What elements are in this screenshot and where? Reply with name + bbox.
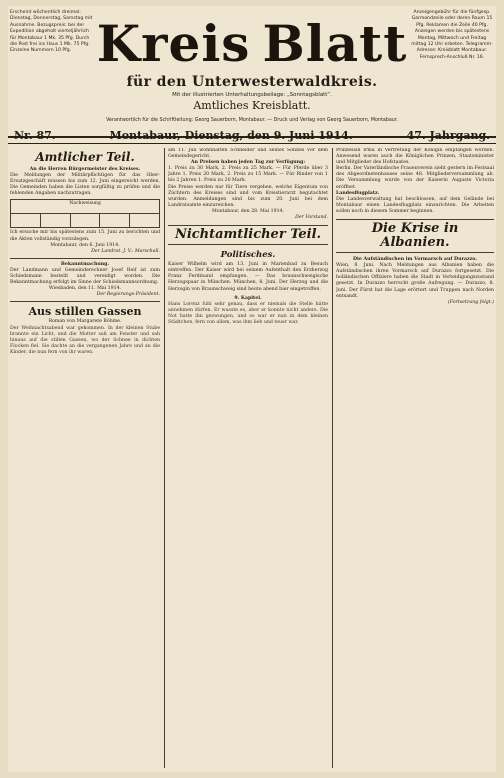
- paragraph: Die Preise werden nur für Tiere vergeben, welche Eigentum von Züchtern des Kreises sind und vom Kreistierarzt begutachtet wurden. Anmeldungen sind bis zum 20. Juni bei dem Landratsamte einzureichen.: [168, 184, 328, 208]
- paragraph: Kaiser Wilhelm wird am 13. Juni in Marienbad zu Besuch eintreffen. Der Kaiser wird bei seinem Aufenthalt den Erzherzog Franz Ferdinand empfangen. — Das braunschweigische Herzogspaar in München. München, 8. Juni. Der Herzog und die Herzogin von Braunschweig sind heute abend hier eingetroffen.: [168, 262, 328, 292]
- editor-line: Verantwortlich für die Schriftleitung: Georg Sauerborn, Montabaur. — Druck und Verlag von Georg Sauerborn, Montabaur.: [106, 118, 398, 123]
- airfield-heading: Landesflugplatz.: [336, 190, 380, 196]
- signature: Der Regierungs-Präsident.: [96, 292, 160, 298]
- supplement-line: Mit der illustrierten Unterhaltungsbeilage: „Sonntagsblatt“.: [172, 92, 332, 98]
- signature: Der Vorstand.: [295, 215, 328, 221]
- official-label: Amtliches Kreisblatt.: [193, 99, 311, 112]
- paragraph: Prinzessin Irma in Vertretung der Königin empfangen worden. Anwesend waren auch die Königlichen Prinzen, Staatsminister und Mitglieder des Hofstaates.: [336, 148, 494, 166]
- dateline: [8, 128, 496, 144]
- title-left: Kreis: [96, 13, 251, 73]
- date-line: Montabaur, den 28. Mai 1914.: [211, 208, 285, 214]
- serial-story-byline: Roman von Margarete Böhme.: [48, 319, 122, 325]
- form-table: [10, 199, 160, 228]
- paragraph: Hans Lorenz fuhl sehr genau, dass er niemals die Stelle hätte annehmen dürfen. Er wusste es, aber er konnte nicht anders. Die Not hatte ihn gezwungen, und so war er nun in dem kleinen Städtchen, fern von allem, was ihm lieb und teuer war.: [168, 301, 328, 325]
- table-cell: [70, 214, 100, 228]
- column-divider: [332, 148, 333, 768]
- paragraph: Berlin. Der Vaterländische Frauenverein sieht gestern im Festsaal des Abgeordnetenhauses seine 48. Mitgliederversammlung ab. Die Versammlung wurde von der Kaiserin Auguste Victoria eröffnet.: [336, 166, 494, 190]
- column-3: [336, 148, 494, 768]
- paragraph: am 11. Juli wohnhaften Schneider und seines Sohnes vor dem Gemeindegericht.: [168, 148, 328, 160]
- table-cell: [100, 214, 130, 228]
- date-line: Wiesbaden, den 11. Mai 1914.: [48, 286, 122, 292]
- right-ear-info: Anzeigengebühr für die fünfgesp. Garmondzeile oder deren Raum 15 Pfg. Reklamen die Zeile 40 Pfg. Anzeigen werden bis spätestens Montag, Mittwoch und Freitag mittag 12 Uhr erbeten. Telegramm-Adresse: Kreisblatt Montabaur. Fernsprech-Anschluß Nr. 16.: [411, 10, 493, 60]
- paragraph: Die Meldungen der Militärpflichtigen für das Ober-Ersatzgeschäft müssen bis zum 12. Juni eingereicht werden. Die Gemeinden haben die Listen sorgfältig zu prüfen und die fehlenden Angaben nachzutragen.: [10, 173, 160, 197]
- serial-story-heading: Aus stillen Gassen: [28, 305, 142, 319]
- paragraph: Ich ersuche mir bis spätestens zum 15. Juni zu berichten und die Akten vollständig vorzulegen.: [10, 230, 160, 242]
- table-cell: [11, 214, 41, 228]
- volume-year: 47. Jahrgang.: [406, 129, 490, 142]
- nonofficial-section-heading: Nichtamtlicher Teil.: [168, 225, 328, 245]
- prize-heading: An Preisen haben jeden Tag zur Verfügung:: [190, 160, 306, 166]
- issue-number: Nr. 87.: [14, 129, 56, 142]
- politics-heading: Politisches.: [220, 250, 276, 261]
- newspaper-page: [8, 6, 496, 772]
- masthead: [8, 6, 496, 138]
- table-cell: [40, 214, 70, 228]
- left-ear-info: Erscheint wöchentlich dreimal: Dienstag, Donnerstag, Samstag mit Ausnahme. Bezugspreis: bei der Expedition abgeholt vierteljährlich für Montabaur 1 Mk. 35 Pfg. Durch die Post frei ins Haus 1 Mk. 75 Pfg. Einzelne Nummern 10 Pfg.: [10, 10, 93, 54]
- albania-subheading: Die Aufständischen im Vormarsch auf Durazzo.: [352, 257, 477, 263]
- paragraph: Wien, 8. Juni. Nach Meldungen aus Albanien haben die Aufständischen ihren Vormarsch auf Durazzo fortgesetzt. Die holländischen Offiziere haben die Stadt in Verteidigungszustand gesetzt. In Durazzo herrscht große Aufregung. — Durazzo, 8. Juni. Der Fürst hat die Lage erörtert und Truppen nach Norden entsandt.: [336, 263, 494, 299]
- official-section-heading: Amtlicher Teil.: [35, 150, 135, 164]
- divider: [10, 258, 160, 259]
- notice-heading: Bekanntmachung.: [60, 261, 110, 267]
- place-date: Montabaur, Dienstag, den 9. Juni 1914.: [109, 129, 353, 142]
- paragraph: 1. Preis zu 30 Mark, 2. Preis zu 25 Mark. — Für Pferde über 3 Jahre 1. Preis 20 Mark, 2. Preis zu 15 Mark. — Für Rinder von 1 bis 2 Jahren 1. Preis zu 20 Mark.: [168, 166, 328, 184]
- paragraph: Die Landesverwaltung hat beschlossen, auf dem Gelände bei Montabaur einen Landesflugplatz einzurichten. Die Arbeiten sollen noch in diesem Sommer beginnen.: [336, 196, 494, 214]
- newspaper-title: [96, 13, 408, 73]
- table-caption: Nachweisung: [11, 200, 160, 214]
- column-2: [168, 148, 328, 768]
- date-line: Montabaur, den 6. Juni 1914.: [50, 242, 120, 248]
- column-divider: [164, 148, 165, 768]
- table-cell: [130, 214, 160, 228]
- column-1: [10, 148, 160, 768]
- signature: Der Landrat. J. V.: Marschall.: [91, 248, 160, 254]
- divider: [10, 301, 160, 302]
- paragraph: Der Landmann und Gemeinderechner Josef Reif ist zum Schiedsmann bestellt und vereidigt worden. Die Bekanntmachung erfolgt im Sinne der Schiedsmannsordnung.: [10, 267, 160, 286]
- paragraph: Der Weihnachtsabend war gekommen. In der kleinen Stube brannte ein Licht, und die Mutter saß am Fenster und sah hinaus auf die stillen Gassen, wo der Schnee in dichten Flocken fiel. Sie dachte an die vergangenen Jahre und an die Kinder, die nun fern von ihr waren.: [10, 325, 160, 355]
- address-line: An die Herren Bürgermeister des Kreises.: [29, 167, 141, 172]
- title-right: Blatt: [262, 13, 408, 73]
- chapter-heading: 9. Kapitel.: [234, 295, 262, 301]
- subtitle: für den Unterwesterwaldkreis.: [126, 74, 378, 90]
- continued-note: (Fortsetzung folgt.): [447, 299, 494, 305]
- albania-crisis-heading: Die Krise in Albanien.: [336, 219, 494, 253]
